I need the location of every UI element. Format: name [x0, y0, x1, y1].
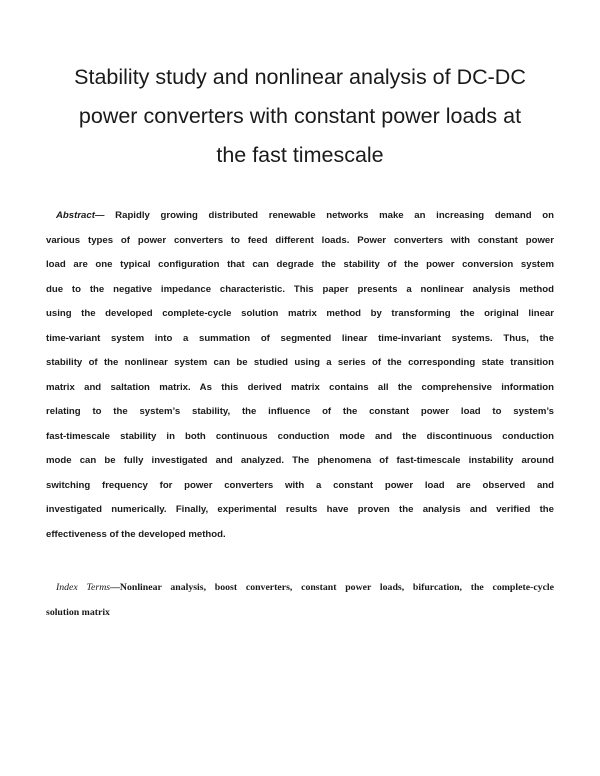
abstract-line: matrix and saltation matrix. As this derived matrix contains all the comprehensive information: [46, 381, 554, 393]
abstract-line: load are one typical configuration that can degrade the stability of the power conversion system: [46, 259, 554, 270]
index-terms-paragraph: [46, 575, 554, 625]
abstract-line: investigated numerically. Finally, experimental results have proven the analysis and verified the: [46, 504, 554, 515]
abstract-line: [46, 204, 554, 229]
title-line: the fast timescale: [216, 143, 384, 167]
abstract-line: effectiveness of the developed method.: [46, 528, 226, 540]
abstract-label: Abstract—: [56, 210, 105, 221]
abstract-line: due to the negative impedance characteristic. This paper presents a nonlinear analysis method: [46, 283, 554, 295]
index-terms-label: Index Terms: [56, 582, 111, 593]
abstract-line: various types of power converters to feed different loads. Power converters with constant power: [46, 234, 554, 246]
index-terms-line: [46, 575, 554, 600]
abstract-line: stability of the nonlinear system can be studied using a series of the corresponding state transition: [46, 357, 554, 368]
abstract-line: relating to the system’s stability, the influence of the constant power load to system’s: [46, 406, 554, 417]
abstract-line: fast-timescale stability in both continuous conduction mode and the discontinuous conduction: [46, 430, 554, 442]
abstract-line: time-variant system into a summation of segmented linear time-invariant systems. Thus, the: [46, 332, 554, 344]
title-line: Stability study and nonlinear analysis of DC-DC: [74, 65, 526, 89]
abstract-line: using the developed complete-cycle solution matrix method by transforming the original linear: [46, 308, 554, 319]
abstract-line: mode can be fully investigated and analyzed. The phenomena of fast-timescale instability around: [46, 455, 554, 466]
paper-title: [40, 58, 560, 175]
index-terms-line: solution matrix: [46, 607, 110, 618]
abstract-line: switching frequency for power converters with a constant power load are observed and: [46, 479, 554, 491]
title-line: power converters with constant power loads at: [78, 104, 522, 128]
abstract-paragraph: [46, 204, 554, 547]
abstract-text: Rapidly growing distributed renewable networks make an increasing demand on: [104, 210, 554, 221]
index-terms-text: —Nonlinear analysis, boost converters, constant power loads, bifurcation, the complete-cycle: [110, 582, 554, 593]
